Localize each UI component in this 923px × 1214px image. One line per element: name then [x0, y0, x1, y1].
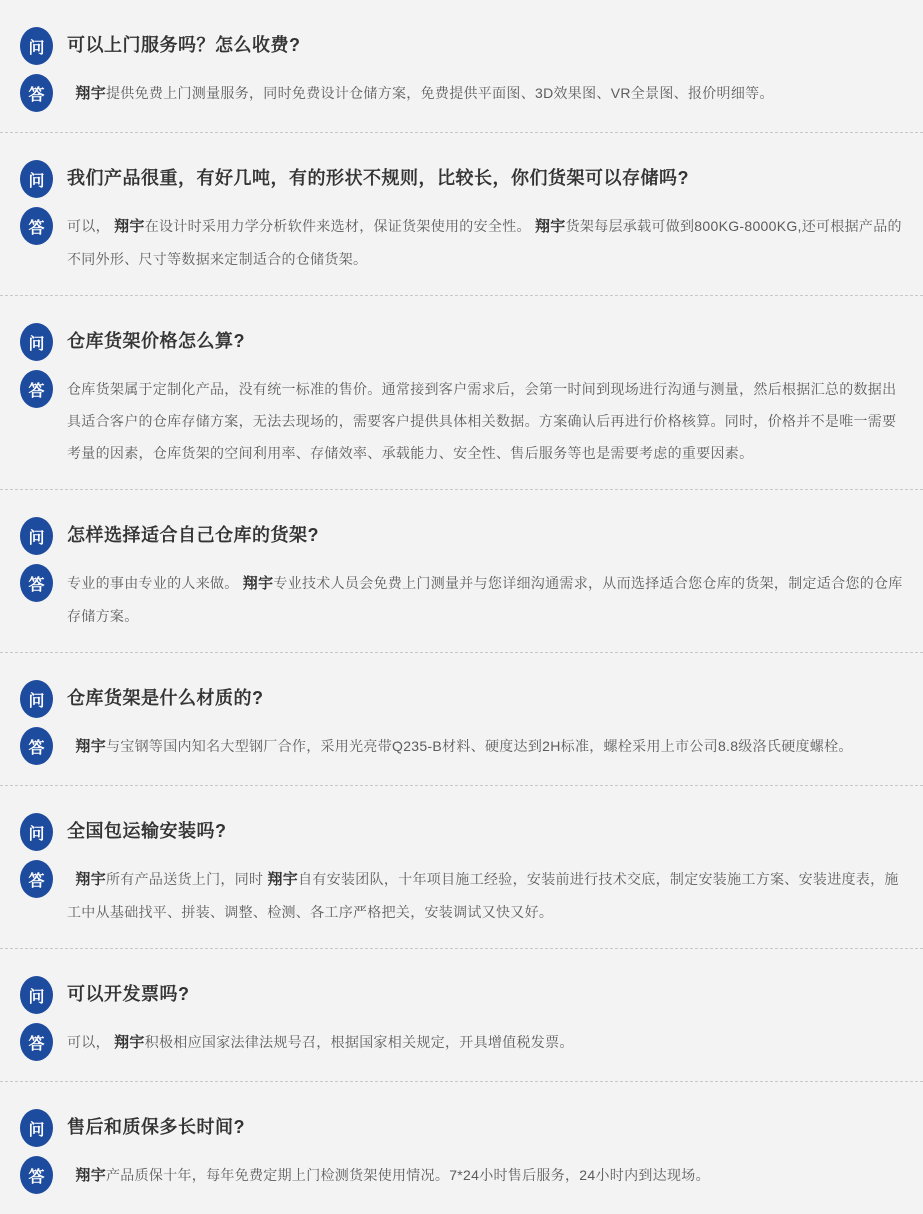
answer-text-segment: 可以，	[67, 218, 115, 234]
faq-question: 仓库货架价格怎么算?	[67, 331, 245, 352]
answer-badge-icon: 答	[20, 727, 53, 765]
faq-question-row	[20, 680, 907, 718]
answer-badge-icon: 答	[20, 1156, 53, 1194]
faq-answer-row	[20, 370, 907, 469]
faq-item	[0, 133, 923, 296]
faq-item	[0, 653, 923, 786]
question-badge-icon: 问	[20, 976, 53, 1014]
faq-answer-row	[20, 564, 907, 632]
faq-question-row	[20, 27, 907, 65]
brand-name-text: 翔宇	[535, 218, 566, 235]
brand-name-text: 翔宇	[75, 738, 106, 755]
faq-answer	[67, 370, 907, 469]
question-badge-icon: 问	[20, 323, 53, 361]
faq-answer	[67, 1023, 574, 1059]
answer-badge-icon: 答	[20, 370, 53, 408]
faq-question: 仓库货架是什么材质的?	[67, 688, 264, 709]
faq-answer	[67, 1156, 710, 1192]
brand-name-text: 翔宇	[267, 871, 299, 888]
faq-item	[0, 490, 923, 653]
faq-question-row	[20, 323, 907, 361]
faq-answer	[67, 860, 907, 928]
faq-question: 我们产品很重，有好几吨，有的形状不规则，比较长，你们货架可以存储吗?	[67, 168, 689, 189]
faq-item	[0, 296, 923, 490]
brand-name-text: 翔宇	[75, 871, 106, 888]
answer-text-segment: 所有产品送货上门，同时	[106, 871, 268, 887]
question-badge-icon: 问	[20, 27, 53, 65]
answer-text-segment: 在设计时采用力学分析软件来选材，保证货架使用的安全性。	[144, 218, 535, 234]
faq-question: 售后和质保多长时间?	[67, 1117, 245, 1138]
question-badge-icon: 问	[20, 1109, 53, 1147]
question-badge-icon: 问	[20, 160, 53, 198]
faq-item	[0, 0, 923, 133]
faq-answer	[67, 727, 853, 763]
faq-answer-row	[20, 74, 907, 112]
faq-question-row	[20, 976, 907, 1014]
faq-answer-row	[20, 860, 907, 928]
faq-question-row	[20, 517, 907, 555]
brand-name-text: 翔宇	[75, 1167, 106, 1184]
answer-text-segment: 可以，	[67, 1034, 115, 1050]
brand-name-text: 翔宇	[242, 575, 274, 592]
answer-text-segment: 仓库货架属于定制化产品，没有统一标准的售价。通常接到客户需求后，会第一时间到现场进行沟通与测量，然后根据汇总的数据出具适合客户的仓库存储方案，无法去现场的，需要客户提供具体相关数据。方案确认后再进行价格核算。同时，价格并不是唯一需要考量的因素，仓库货架的空间利用率、存储效率、承载能力、安全性、售后服务等也是需要考虑的重要因素。	[67, 381, 897, 461]
faq-answer	[67, 207, 907, 275]
faq-item	[0, 1082, 923, 1214]
answer-text-segment: 产品质保十年，每年免费定期上门检测货架使用情况。7*24小时售后服务，24小时内到达现场。	[106, 1167, 710, 1183]
answer-text-segment: 专业技术人员会免费上门测量并与您详细沟通需求，从而选择适合您仓库的货架，制定适合您的仓库存储方案。	[67, 575, 903, 624]
question-badge-icon: 问	[20, 813, 53, 851]
faq-answer	[67, 564, 907, 632]
faq-question-row	[20, 160, 907, 198]
faq-question: 怎样选择适合自己仓库的货架?	[67, 525, 319, 546]
faq-question-row	[20, 813, 907, 851]
answer-badge-icon: 答	[20, 1023, 53, 1061]
brand-name-text: 翔宇	[114, 218, 145, 235]
question-badge-icon: 问	[20, 680, 53, 718]
faq-answer	[67, 74, 774, 110]
answer-badge-icon: 答	[20, 207, 53, 245]
answer-text-segment: 专业的事由专业的人来做。	[67, 575, 243, 591]
faq-question-row	[20, 1109, 907, 1147]
answer-badge-icon: 答	[20, 564, 53, 602]
answer-text-segment: 货架每层承载可做到800KG-8000KG,还可根据产品的不同外形、尺寸等数据来定制适合的仓储货架。	[67, 218, 902, 267]
answer-text-segment: 提供免费上门测量服务，同时免费设计仓储方案，免费提供平面图、3D效果图、VR全景图、报价明细等。	[106, 85, 774, 101]
faq-answer-row	[20, 727, 907, 765]
brand-name-text: 翔宇	[75, 85, 106, 102]
faq-answer-row	[20, 207, 907, 275]
faq-answer-row	[20, 1156, 907, 1194]
faq-question: 可以上门服务吗？怎么收费?	[67, 35, 301, 56]
faq-item	[0, 949, 923, 1082]
question-badge-icon: 问	[20, 517, 53, 555]
answer-text-segment: 自有安装团队，十年项目施工经验，安装前进行技术交底，制定安装施工方案、安装进度表，施工中从基础找平、拼装、调整、检测、各工序严格把关，安装调试又快又好。	[67, 871, 899, 920]
answer-text-segment: 与宝钢等国内知名大型钢厂合作，采用光亮带Q235-B材料、硬度达到2H标准，螺栓采用上市公司8.8级洛氏硬度螺栓。	[106, 738, 853, 754]
faq-question: 可以开发票吗?	[67, 984, 190, 1005]
brand-name-text: 翔宇	[114, 1034, 145, 1051]
faq-question: 全国包运输安装吗?	[67, 821, 227, 842]
answer-text-segment: 积极相应国家法律法规号召，根据国家相关规定，开具增值税发票。	[144, 1034, 574, 1050]
answer-badge-icon: 答	[20, 74, 53, 112]
answer-badge-icon: 答	[20, 860, 53, 898]
faq-answer-row	[20, 1023, 907, 1061]
faq-item	[0, 786, 923, 949]
